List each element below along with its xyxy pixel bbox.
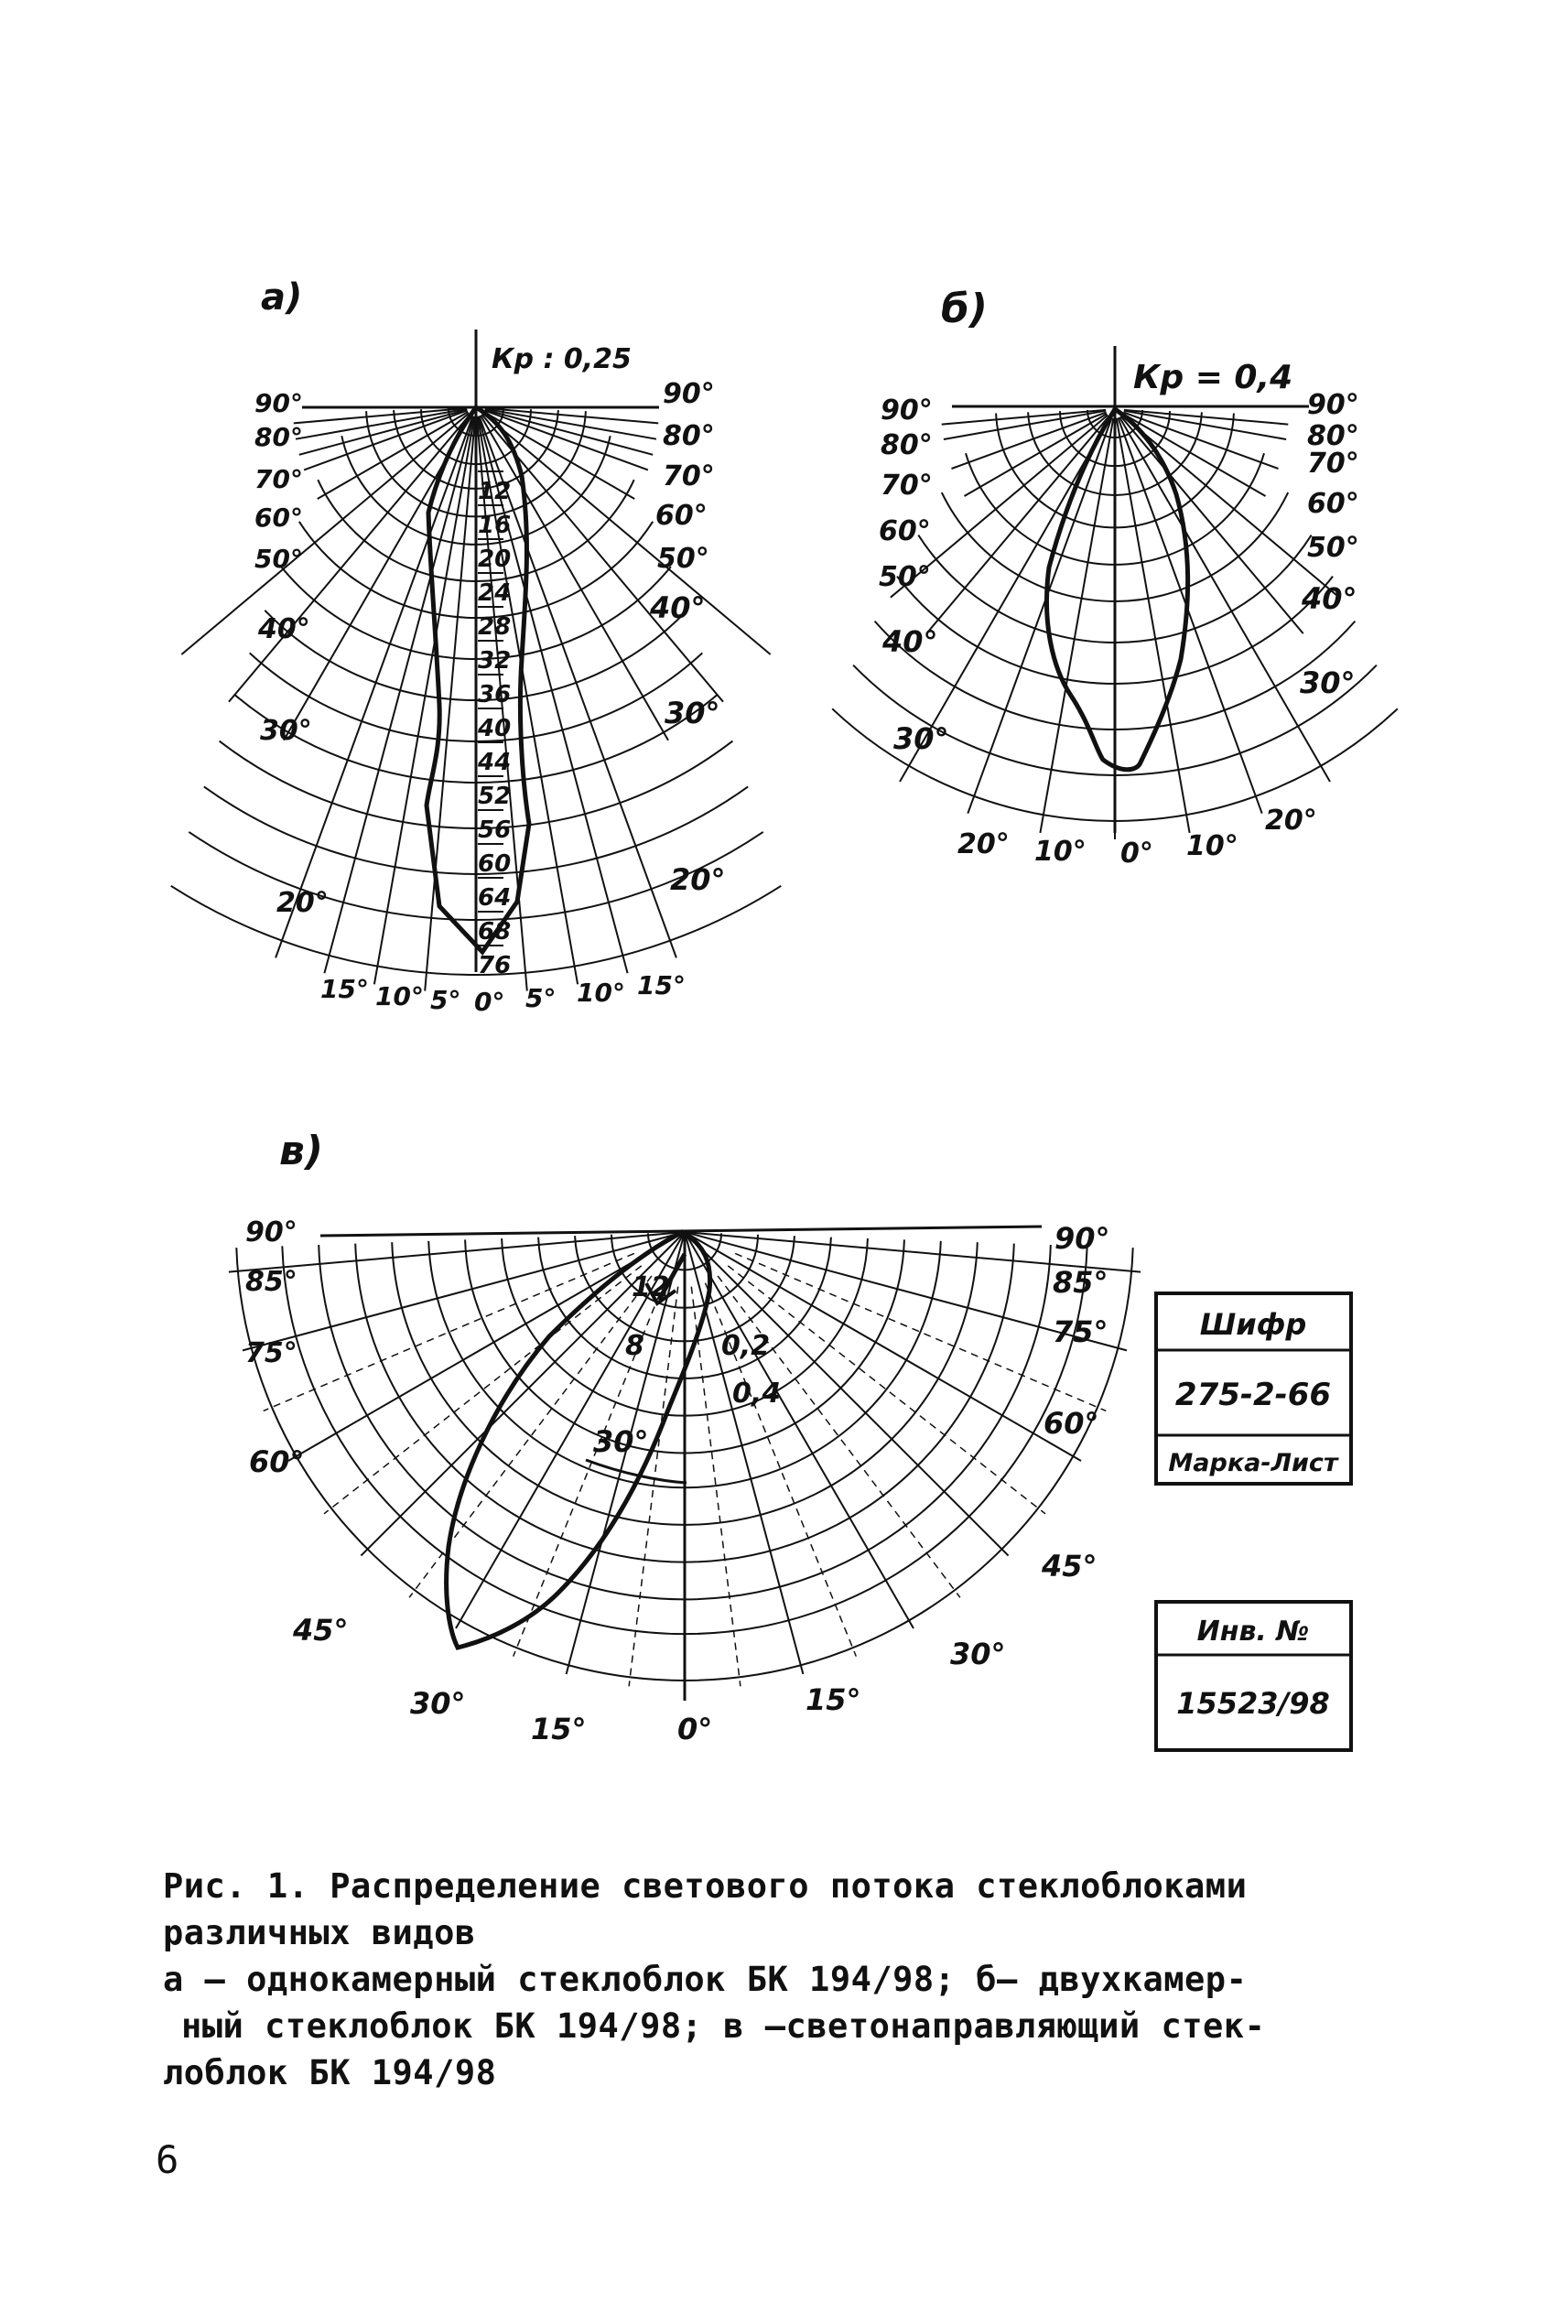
b-left-80: 80° xyxy=(881,429,933,461)
diagram-b-bottom-labels xyxy=(957,805,1317,870)
a-right-60: 60° xyxy=(655,500,708,532)
b-left-30: 30° xyxy=(893,721,949,756)
a-left-50: 50° xyxy=(254,544,303,574)
a-bottom-15l: 15° xyxy=(320,974,369,1004)
caption-line-4: ный стеклоблок БК 194/98; в –светонаправляющий стек- xyxy=(181,2006,1266,2046)
a-scale-value-1: 16 xyxy=(478,512,512,539)
a-scale-value-3: 24 xyxy=(478,579,512,607)
a-bottom-5r: 5° xyxy=(525,983,557,1013)
diagram-v-label: в) xyxy=(279,1128,323,1174)
b-ray-11 xyxy=(1118,417,1261,813)
a-scale-value-13: 68 xyxy=(478,918,512,946)
diagram-a xyxy=(171,276,782,1017)
v-left-45: 45° xyxy=(293,1613,349,1648)
a-bottom-10r: 10° xyxy=(577,978,625,1008)
a-scale-value-6: 36 xyxy=(478,681,512,708)
a-scale-value-7: 40 xyxy=(478,715,512,742)
a-scale-value-5: 32 xyxy=(478,647,512,675)
b-right-40: 40° xyxy=(1302,581,1357,616)
v-right-30: 30° xyxy=(950,1637,1006,1671)
diagram-b-label: б) xyxy=(941,286,988,332)
a-bottom-0: 0° xyxy=(474,987,505,1017)
b-ray-3 xyxy=(965,414,1108,496)
b-bottom-20l: 20° xyxy=(957,828,1010,860)
a-scale-value-12: 64 xyxy=(478,884,512,912)
stamp-mark-label: Марка-Лист xyxy=(1168,1449,1338,1477)
b-ray-7 xyxy=(968,417,1111,813)
a-scale-value-11: 60 xyxy=(478,850,512,878)
caption-line-1: Рис. 1. Распределение светового потока стеклоблоками xyxy=(163,1866,1248,1906)
v-bottom-0: 0° xyxy=(677,1712,713,1746)
v-left-60: 60° xyxy=(249,1444,305,1479)
a-right-50: 50° xyxy=(657,543,709,575)
b-bottom-0: 0° xyxy=(1120,838,1153,870)
v-annot-30: 30° xyxy=(593,1424,649,1459)
a-left-30: 30° xyxy=(260,715,312,747)
diagram-a-right-labels xyxy=(649,378,726,897)
b-left-40: 40° xyxy=(882,624,938,659)
stamp-code xyxy=(1156,1293,1351,1484)
diagram-b xyxy=(832,286,1398,870)
v-right-85: 85° xyxy=(1053,1265,1108,1300)
b-ray-1 xyxy=(944,411,1106,439)
diagram-b-right-labels xyxy=(1300,389,1359,700)
stamp-inv-value: 15523/98 xyxy=(1176,1686,1330,1721)
page-number: 6 xyxy=(156,2137,179,2182)
caption-line-3: а – однокамерный стеклоблок БК 194/98; б– двухкамер- xyxy=(163,1960,1248,1999)
a-right-20: 20° xyxy=(670,862,726,897)
a-left-70: 70° xyxy=(254,464,303,494)
diagram-v xyxy=(229,1128,1141,1746)
a-right-70: 70° xyxy=(663,460,715,492)
a-scale-value-4: 28 xyxy=(478,613,512,641)
b-left-70: 70° xyxy=(881,470,933,502)
a-bottom-5l: 5° xyxy=(430,985,461,1015)
diagram-a-label: а) xyxy=(261,276,303,319)
v-annot-12: 12 xyxy=(632,1271,670,1303)
diagram-a-scale xyxy=(477,471,511,979)
a-right-90: 90° xyxy=(663,378,715,410)
b-right-60: 60° xyxy=(1307,488,1359,520)
a-left-80: 80° xyxy=(254,422,303,452)
a-left-40: 40° xyxy=(258,613,310,645)
v-left-75: 75° xyxy=(245,1337,297,1369)
a-ray-22 xyxy=(485,409,656,439)
caption-line-2: различных видов xyxy=(163,1913,476,1952)
a-right-30: 30° xyxy=(665,696,720,730)
b-left-60: 60° xyxy=(879,515,931,547)
a-scale-value-9: 52 xyxy=(478,783,512,810)
v-left-30: 30° xyxy=(410,1686,466,1721)
a-left-90: 90° xyxy=(254,388,303,418)
v-ray-1 xyxy=(243,1232,685,1350)
figure-caption xyxy=(163,1863,1426,2096)
b-bottom-20r: 20° xyxy=(1265,805,1317,837)
v-right-15: 15° xyxy=(806,1682,861,1717)
a-ray-1 xyxy=(296,409,467,439)
a-scale-value-10: 56 xyxy=(478,816,512,844)
a-scale-value-0: 12 xyxy=(478,478,512,505)
a-left-20: 20° xyxy=(276,887,329,919)
v-right-90: 90° xyxy=(1054,1221,1110,1256)
v-annot-8: 8 xyxy=(625,1330,644,1362)
a-right-40: 40° xyxy=(650,590,706,625)
a-scale-value-2: 20 xyxy=(478,546,512,573)
v-right-45: 45° xyxy=(1042,1549,1098,1584)
diagram-b-kp: Кр = 0,4 xyxy=(1133,359,1293,396)
stamp-inventory xyxy=(1156,1602,1351,1750)
b-right-50: 50° xyxy=(1307,532,1359,564)
a-scale-value-14: 76 xyxy=(478,952,512,979)
b-ray-15 xyxy=(1123,414,1266,496)
a-ray-8 xyxy=(276,416,472,957)
b-right-80: 80° xyxy=(1307,420,1359,452)
diagram-v-grid xyxy=(229,1227,1141,1701)
v-right-60: 60° xyxy=(1044,1406,1099,1441)
a-scale-value-8: 44 xyxy=(478,749,512,776)
a-right-80: 80° xyxy=(663,420,715,452)
v-annot-04: 0,4 xyxy=(732,1378,782,1410)
a-ray-5 xyxy=(181,413,469,654)
b-ray-17 xyxy=(1124,411,1286,439)
a-left-60: 60° xyxy=(254,503,303,533)
v-annot-02: 0,2 xyxy=(721,1330,771,1362)
v-ray-7 xyxy=(685,1232,914,1628)
b-right-70: 70° xyxy=(1307,448,1359,480)
diagram-a-kp: Кр : 0,25 xyxy=(492,343,632,375)
v-left-85: 85° xyxy=(245,1266,297,1298)
caption-line-5: лоблок БК 194/98 xyxy=(163,2053,497,2092)
b-bottom-10l: 10° xyxy=(1034,836,1087,868)
b-bottom-10r: 10° xyxy=(1186,830,1238,862)
diagram-b-curve xyxy=(1046,409,1187,770)
stamp-code-label: Шифр xyxy=(1199,1307,1307,1342)
b-right-90: 90° xyxy=(1307,389,1359,421)
diagram-b-left-labels xyxy=(879,395,949,756)
v-left-15: 15° xyxy=(531,1712,587,1746)
stamp-inv-label: Инв. № xyxy=(1196,1616,1310,1648)
v-right-75: 75° xyxy=(1053,1314,1108,1349)
a-bottom-15r: 15° xyxy=(637,970,686,1000)
b-left-50: 50° xyxy=(879,561,931,593)
a-bottom-10l: 10° xyxy=(375,981,424,1011)
b-left-90: 90° xyxy=(881,395,933,427)
v-left-90: 90° xyxy=(245,1216,297,1248)
stamp-code-value: 275-2-66 xyxy=(1174,1377,1332,1413)
b-right-30: 30° xyxy=(1300,665,1356,700)
